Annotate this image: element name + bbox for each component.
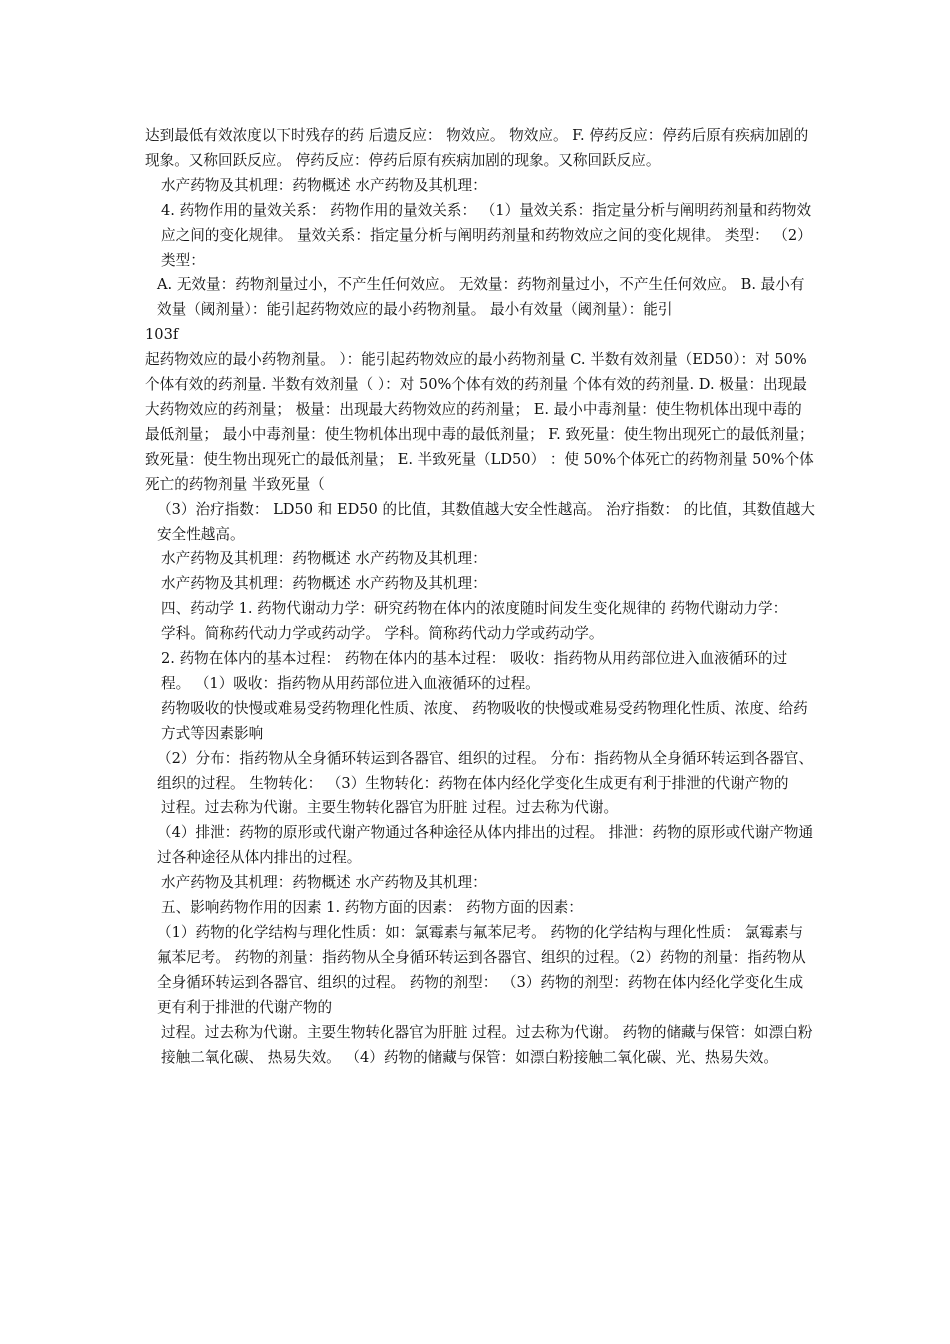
paragraph-absorption-factors: 药物吸收的快慢或难易受药物理化性质、浓度、 药物吸收的快慢或难易受药物理化性质、浓度、给药方式等因素影响 bbox=[161, 699, 808, 742]
paragraph-basic-process: 2. 药物在体内的基本过程： 药物在体内的基本过程： 吸收：指药物从用药部位进入血液循环的过程。 （1）吸收：指药物从用药部位进入血液循环的过程。 bbox=[161, 650, 788, 692]
paragraph-distribution: （2）分布：指药物从全身循环转运到各器官、组织的过程。 分布：指药物从全身循环转运到各器官、组织的过程。 生物转化： （3）生物转化：药物在体内经化学变化生成更有利于排泄的代谢产物的 bbox=[157, 749, 814, 792]
paragraph-heading-aquatic-drugs-2: 水产药物及其机理：药物概述 水产药物及其机理： bbox=[161, 550, 487, 568]
paragraph-pharmacokinetics: 四、药动学 1. 药物代谢动力学：研究药物在体内的浓度随时间发生变化规律的 药物代谢动力学： bbox=[161, 600, 788, 618]
paragraph-page-marker: 103f bbox=[145, 326, 179, 344]
paragraph-dose-effect: 4. 药物作用的量效关系： 药物作用的量效关系： （1）量效关系：指定量分析与阐明药剂量和药物效应之间的变化规律。 量效关系：指定量分析与阐明药剂量和药物效应之间的变化规律。 类型： （2）类型： bbox=[161, 201, 812, 269]
paragraph-storage: 过程。过去称为代谢。主要生物转化器官为肝脏 过程。过去称为代谢。 药物的储藏与保管：如漂白粉接触二氧化碳、 热易失效。 （4）药物的储藏与保管：如漂白粉接触二氧化碳、光、热易失效。 bbox=[161, 1023, 813, 1066]
paragraph-drug-withdrawal: 达到最低有效浓度以下时残存的药 后遗反应： 物效应。 物效应。 F. 停药反应：停药后原有疾病加剧的现象。又称回跃反应。 停药反应：停药后原有疾病加剧的现象。又称回跃反应。 bbox=[145, 127, 809, 169]
paragraph-heading-aquatic-drugs-3: 水产药物及其机理：药物概述 水产药物及其机理： bbox=[161, 575, 487, 593]
document-body bbox=[145, 124, 819, 1070]
paragraph-influencing-factors: 五、影响药物作用的因素 1. 药物方面的因素： 药物方面的因素： bbox=[161, 899, 583, 917]
paragraph-metabolism: 过程。过去称为代谢。主要生物转化器官为肝脏 过程。过去称为代谢。 bbox=[161, 799, 619, 817]
paragraph-dose-types: 起药物效应的最小药物剂量。 ）：能引起药物效应的最小药物剂量 C. 半数有效剂量（ED50）：对 50%个体有效的药剂量. 半数有效剂量（ ）：对 50%个体有效的药剂量 个体有效的药剂量. D. 极量：出现最大药物效应的药剂量； 极量：出现最大药物效应的药剂量； E. 最小中毒剂量：使生物机体出现中毒的最低剂量； 最小中毒剂量：使生物机体出现中毒的最低剂量； F. 致死量：使生物出现死亡的最低剂量； 致死量：使生物出现死亡的最低剂量； E. 半致死量（LD50） ：使 50%个体死亡的药物剂量 50%个体死亡的药物剂量 半致死量（ bbox=[145, 351, 819, 493]
paragraph-heading-aquatic-drugs: 水产药物及其机理：药物概述 水产药物及其机理： bbox=[161, 176, 487, 194]
paragraph-therapeutic-index: （3）治疗指数： LD50 和 ED50 的比值，其数值越大安全性越高。 治疗指数： 的比值，其数值越大安全性越高。 bbox=[157, 500, 815, 543]
paragraph-heading-aquatic-drugs-4: 水产药物及其机理：药物概述 水产药物及其机理： bbox=[161, 874, 487, 892]
paragraph-excretion: （4）排泄：药物的原形或代谢产物通过各种途径从体内排出的过程。 排泄：药物的原形或代谢产物通过各种途径从体内排出的过程。 bbox=[157, 824, 814, 867]
paragraph-ineffective-dose: A. 无效量：药物剂量过小，不产生任何效应。 无效量：药物剂量过小，不产生任何效应。 B. 最小有效量（阈剂量）：能引起药物效应的最小药物剂量。 最小有效量（阈剂量）：能引 bbox=[157, 276, 805, 319]
paragraph-drug-structure: （1）药物的化学结构与理化性质：如：氯霉素与氟苯尼考。 药物的化学结构与理化性质： 氯霉素与氟苯尼考。 药物的剂量：指药物从全身循环转运到各器官、组织的过程。（2）药物的剂量：指药物从全身循环转运到各器官、组织的过程。 药物的剂型： （3）药物的剂型：药物在体内经化学变化生成更有利于排泄的代谢产物的 bbox=[157, 924, 806, 1016]
paragraph-pharmacokinetics-cont: 学科。简称药代动力学或药动学。 学科。简称药代动力学或药动学。 bbox=[161, 625, 604, 643]
